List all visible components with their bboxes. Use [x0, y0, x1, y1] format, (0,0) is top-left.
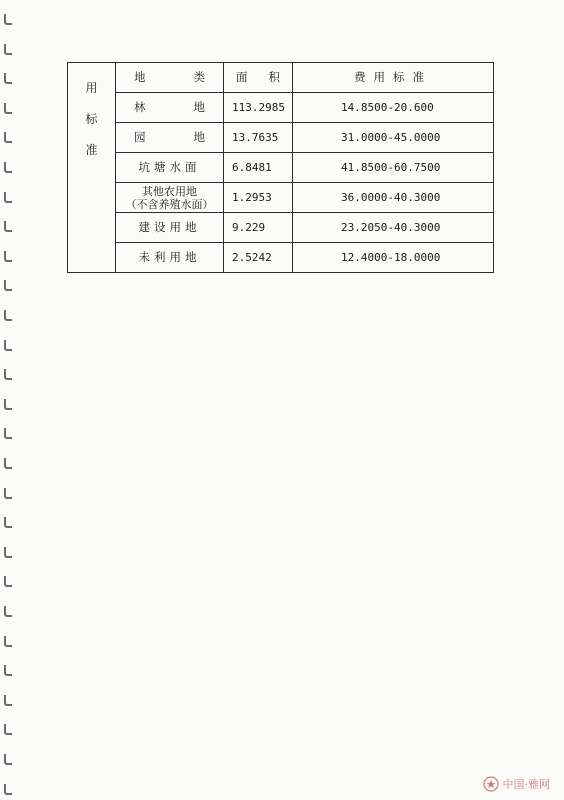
- category-char: 林: [134, 100, 146, 114]
- binding-hole: [4, 103, 12, 114]
- category-char: 地: [193, 130, 205, 144]
- category-char: 园: [134, 130, 146, 144]
- binding-hole: [4, 251, 12, 262]
- row-category: [116, 183, 224, 213]
- row-fee: 31.0000-45.0000: [293, 123, 494, 153]
- binding-hole: [4, 724, 12, 735]
- row-fee: 41.8500-60.7500: [293, 153, 494, 183]
- header-area: [224, 63, 293, 93]
- header-category-char: 地: [134, 70, 146, 84]
- binding-hole: [4, 340, 12, 351]
- binding-hole: [4, 517, 12, 528]
- binding-hole: [4, 310, 12, 321]
- binding-hole: [4, 44, 12, 55]
- binding-hole: [4, 14, 12, 25]
- table-row: [68, 153, 494, 183]
- row-fee: 23.2050-40.3000: [293, 213, 494, 243]
- binding-hole: [4, 754, 12, 765]
- binding-hole: [4, 399, 12, 410]
- row-area: 13.7635: [224, 123, 293, 153]
- row-area: 9.229: [224, 213, 293, 243]
- side-label-char: 准: [85, 143, 98, 157]
- binding-hole: [4, 221, 12, 232]
- binding-hole: [4, 488, 12, 499]
- emblem-icon: [483, 776, 499, 792]
- row-category: [116, 123, 224, 153]
- header-fee: 费用标准: [293, 63, 494, 93]
- row-area: 2.5242: [224, 243, 293, 273]
- binding-hole: [4, 369, 12, 380]
- table-row: [68, 183, 494, 213]
- binding-hole: [4, 192, 12, 203]
- binding-hole: [4, 665, 12, 676]
- table-row: [68, 213, 494, 243]
- category-char: 地: [193, 100, 205, 114]
- row-area: 113.2985: [224, 93, 293, 123]
- table-row: [68, 243, 494, 273]
- binding-hole: [4, 576, 12, 587]
- row-fee: 36.0000-40.3000: [293, 183, 494, 213]
- table-header-row: [68, 63, 494, 93]
- binding-hole: [4, 73, 12, 84]
- binding-hole: [4, 428, 12, 439]
- category-line: （不含养殖水面）: [125, 197, 214, 211]
- row-fee: 14.8500-20.600: [293, 93, 494, 123]
- watermark: [483, 776, 551, 792]
- binding-holes: [4, 0, 16, 800]
- side-label-cell: [68, 63, 116, 273]
- binding-hole: [4, 606, 12, 617]
- binding-hole: [4, 162, 12, 173]
- binding-hole: [4, 695, 12, 706]
- category-line: 其他农用地: [142, 184, 197, 198]
- row-fee: 12.4000-18.0000: [293, 243, 494, 273]
- watermark-text: 中国·雅网: [502, 778, 550, 791]
- table-row: [68, 123, 494, 153]
- binding-hole: [4, 280, 12, 291]
- row-category: 坑塘水面: [116, 153, 224, 183]
- side-label-char: 标: [85, 112, 98, 126]
- binding-hole: [4, 784, 12, 795]
- row-category: 未利用地: [116, 243, 224, 273]
- table-row: [68, 93, 494, 123]
- land-fee-table: [67, 62, 494, 273]
- header-area-char: 积: [268, 70, 280, 84]
- row-area: 1.2953: [224, 183, 293, 213]
- header-category-char: 类: [193, 70, 205, 84]
- binding-hole: [4, 132, 12, 143]
- header-category: [116, 63, 224, 93]
- binding-hole: [4, 547, 12, 558]
- row-category: [116, 93, 224, 123]
- row-category: 建设用地: [116, 213, 224, 243]
- binding-hole: [4, 458, 12, 469]
- binding-hole: [4, 636, 12, 647]
- row-area: 6.8481: [224, 153, 293, 183]
- header-area-char: 面: [236, 70, 248, 84]
- side-label-char: 用: [85, 81, 98, 95]
